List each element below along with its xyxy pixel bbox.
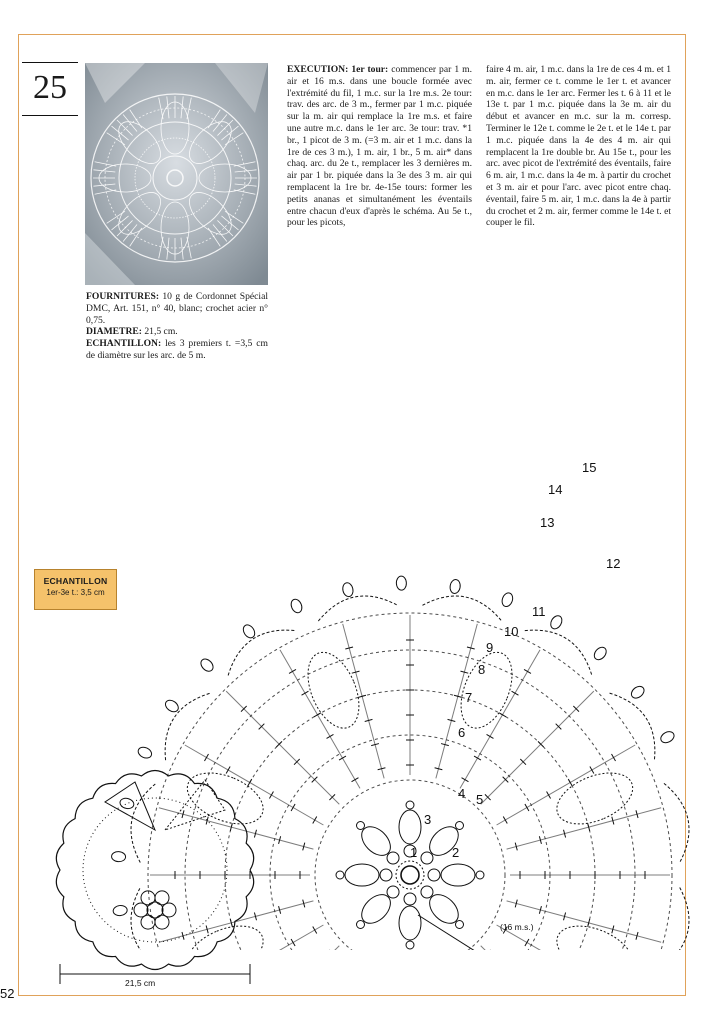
- round-label-7: 7: [465, 690, 473, 705]
- round-label-2: 2: [452, 845, 460, 860]
- sample-badge-subtitle: 1er-3e t.: 3,5 cm: [46, 588, 105, 597]
- diameter-heading: DIAMETRE:: [86, 326, 142, 338]
- round-label-5: 5: [476, 792, 484, 807]
- execution-text-2: faire 4 m. air, 1 m.c. dans la 1re de ces 4 m. et 1 m. air, fermer ce t. comme le 1er t. et avancer en m.c. dans le 1er arc. Fermer les t. 6 à 11 et le 13e t. par 1 m.c. piquée dans la 3e m. air du début et avancer en m.c. sur la m. corresp. Terminer le 12e t. comme le 2e t. et le 14e t. par 1 m.c. piquée dans la 4e des 4 m. air qui remplacent la 1re double br. Au 15e t., pour les arc. avec picot de l'extrémité des éventails, faire 6 m. air, 1 m.c. dans la 4e m. à partir du crochet et 3 m. air et pour l'arc. avec picot entre chaq. éventail, faire 5 m. air, 1 m.c. dans la 4e à partir du crochet et 2 m. air, fermer comme le 14e t. et couper le fil.: [486, 64, 671, 229]
- execution-heading: EXECUTION: 1er tour:: [287, 64, 389, 75]
- page-number: 52: [0, 986, 15, 1001]
- round-label-10: 10: [504, 624, 519, 639]
- assembly-schema: [40, 752, 270, 987]
- diameter-text: 21,5 cm.: [141, 326, 178, 338]
- round-label-12: 12: [606, 556, 621, 571]
- sample-badge-title: ECHANTILLON: [43, 576, 108, 586]
- supplies-heading: FOURNITURES:: [86, 291, 160, 302]
- round-label-11: 11: [532, 604, 546, 619]
- execution-text-1: commencer par 1 m. air et 16 m.s. dans une boucle formée avec l'extrémité du fil, 1 m.c. sur la 1re m.s. 2e tour: trav. des arc. de 3 m., fermer par 1 m.c. piquée sur la m. air qui remplace la 1re m.s. et faire une autre m.c. dans le 1er arc. 3e tour: trav. *1 br., 1 picot de 3 m. (=3 m. air et 1 m.c. dans la 1re de ces 3 m.), 1 m. air, 1 br., 5 m. air* dans chaq. arc. du 2e t., remplacer les 3 dernières m. air par 1 br. piquée dans la 3e des 3 m. air qui remplacent la 1re br. 4e-15e tours: former les petits ananas et simultanément les éventails entre chacun d'eux d'après le schéma. Au 5e t., pour les picots,: [287, 64, 472, 229]
- round-label-13: 13: [540, 515, 555, 530]
- round-label-3: 3: [424, 812, 432, 827]
- round-label-1: 1: [410, 845, 418, 860]
- doily-photo: [85, 63, 268, 285]
- gauge-heading: ECHANTILLON:: [86, 338, 162, 350]
- schema-dimension: 21,5 cm: [125, 978, 156, 988]
- round-label-15: 15: [582, 460, 597, 475]
- round-label-6: 6: [458, 725, 466, 740]
- round-label-8: 8: [478, 662, 486, 677]
- supplies-text: 10 g de Cordonnet Spécial DMC, Art. 151, n° 40, blanc; crochet acier n° 0,75.: [86, 291, 268, 326]
- pattern-number: 25: [33, 69, 67, 106]
- round-label-14: 14: [548, 482, 563, 497]
- round-label-9: 9: [486, 640, 494, 655]
- execution-column-1: [287, 64, 472, 229]
- execution-column-2: [486, 64, 671, 229]
- start-note: (16 m.s.): [500, 922, 534, 932]
- gauge-text: les 3 premiers t. =3,5 cm de diamètre sur les arc. de 5 m.: [86, 338, 268, 361]
- round-label-4: 4: [458, 786, 466, 801]
